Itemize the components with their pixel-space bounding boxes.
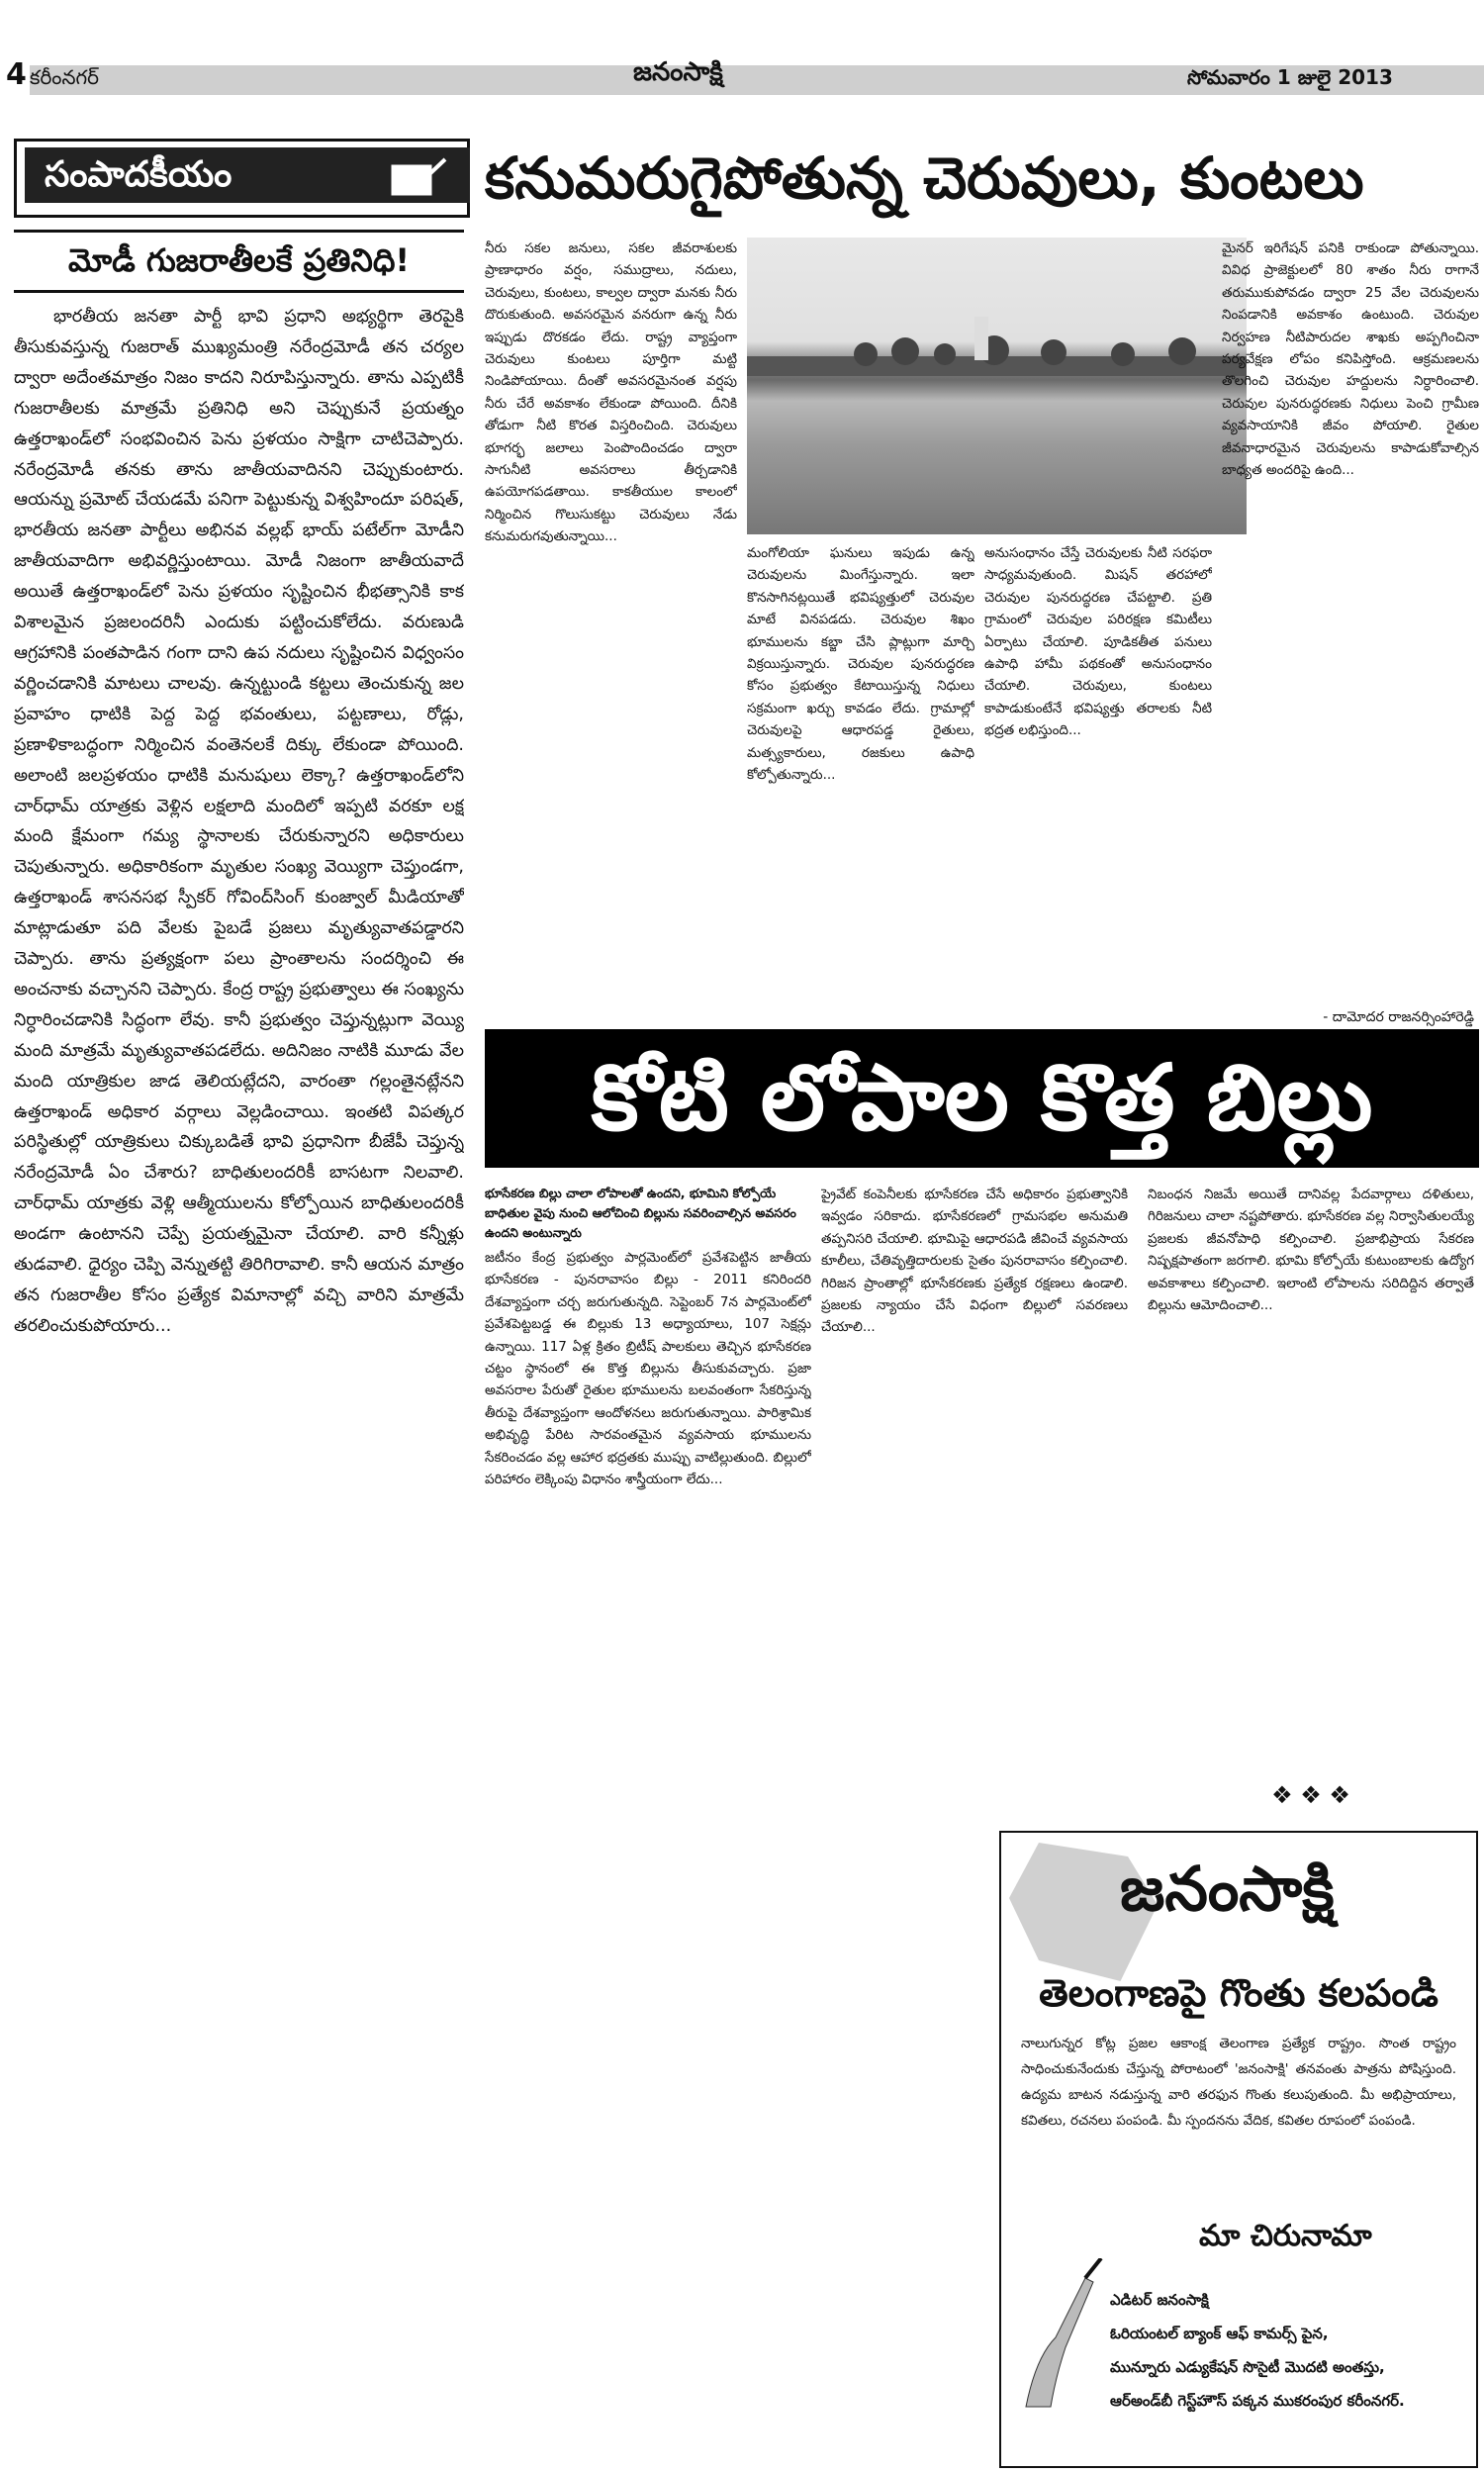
editorial-title-box bbox=[14, 230, 464, 293]
ad-brand: జనంసాక్షి bbox=[1120, 1853, 1335, 1925]
editorial-title: మోడీ గుజరాతీలకే ప్రతినిధి! bbox=[67, 241, 411, 279]
main-article-col2: మంగోలియా ఘనులు ఇపుడు ఉన్న చెరువులను మింగేస్తున్నారు. ఇలా కొనసాగినట్లయితే భవిష్యత్తులో చెరువుల మాటే వినపడదు. చెరువుల శిఖం భూములను కబ్జా చేసి ప్లాట్లుగా మార్చి విక్రయిస్తున్నారు. చెరువుల పునరుద్ధరణ కోసం ప్రభుత్వం కేటాయిస్తున్న నిధులు సక్రమంగా ఖర్చు కావడం లేదు. గ్రామాల్లో చెరువులపై ఆధారపడ్డ రైతులు, మత్స్యకారులు, రజకులు ఉపాధి కోల్పోతున్నారు... bbox=[747, 545, 974, 784]
address-line: మున్నూరు ఎడ్యుకేషన్‌ సొసైటీ మొదటి అంతస్తు, bbox=[1110, 2358, 1385, 2376]
masthead-brand: జనంసాక్షి bbox=[633, 57, 723, 87]
ad-body: నాలుగున్నర కోట్ల ప్రజల ఆకాంక్ష తెలంగాణ ప్రత్యేక రాష్ట్రం. సొంత రాష్ట్రం సాధించుకునేందుకు చేస్తున్న పోరాటంలో 'జనంసాక్షి' తనవంతు పాత్రను పోషిస్తుంది. ఉద్యమ బాటన నడుస్తున్న వారి తరఫున గొంతు కలుపుతుంది. మీ అభిప్రాయాలు, కవితలు, రచనలు పంపండి. మీ స్పందనను వేదిక, కవితల రూపంలో పంపండి. bbox=[1021, 2036, 1456, 2129]
tree-line-image bbox=[747, 238, 1247, 534]
main-headline: కనుమరుగైపోతున్న చెరువులు, కుంటలు bbox=[485, 144, 1364, 212]
janamsakshi-ad bbox=[999, 1831, 1478, 2468]
lake-photo bbox=[747, 238, 1247, 534]
bill-article-col3: నిబంధన నిజమే అయితే దానివల్ల పేదవార్గాలు దళితులు, గిరిజనులు చాలా నష్టపోతారు. భూసేకరణ వల్ల నిర్వాసితులయ్యే ప్రజలకు జీవనోపాధి కల్పించాలి. ప్రజాభిప్రాయ సేకరణ నిష్పక్షపాతంగా జరగాలి. భూమి కోల్పోయే కుటుంబాలకు ఉద్యోగ అవకాశాలు కల్పించాలి. ఇలాంటి లోపాలను సరిదిద్దిన తర్వాతే బిల్లును ఆమోదించాలి... bbox=[1148, 1187, 1474, 1314]
address-line: ఎడిటర్‌ జనంసాక్షి bbox=[1110, 2291, 1209, 2309]
page-number: 4 bbox=[6, 57, 27, 92]
address-heading: మా చిరునామా bbox=[1199, 2219, 1372, 2253]
main-article-col4: మైనర్‌ ఇరిగేషన్‌ పనికి రాకుండా పోతున్నాయి. వివిధ ప్రాజెక్టులలో 80 శాతం నీరు రాగానే తరుముకుపోవడం ద్వారా 25 వేల చెరువులను నింపడానికి అవకాశం ఉంటుంది. చెరువుల నిర్వహణ నీటిపారుదల శాఖకు అప్పగించినా పర్యవేక్షణ లోపం కనిపిస్తోంది. ఆక్రమణలను తొలగించి చెరువుల హద్దులను నిర్ధారించాలి. చెరువుల పునరుద్ధరణకు నిధులు పెంచి గ్రామీణ వ్యవసాయానికి జీవం పోయాలి. రైతుల జీవనాధారమైన చెరువులను కాపాడుకోవాల్సిన బాధ్యత అందరిపై ఉంది... bbox=[1222, 240, 1479, 479]
bill-headline-banner: కోటి లోపాల కొత్త బిల్లు bbox=[485, 1029, 1479, 1168]
editorial-label: సంపాదకీయం bbox=[25, 147, 470, 203]
hand-with-pen-icon bbox=[1016, 2258, 1105, 2417]
address-line: ఆర్‌అండ్‌బీ గెస్ట్‌హౌస్‌ పక్కన ముకరంపుర కరీంనగర్‌. bbox=[1110, 2392, 1405, 2410]
bill-lead: భూసేకరణ బిల్లు చాలా లోపాలతో ఉందని, భూమిని కోల్పోయే బాధితుల వైపు నుంచి ఆలోచించి బిల్లును సవరించాల్సిన అవసరం ఉందని అంటున్నారు bbox=[485, 1186, 796, 1240]
section-name: కరీంనగర్ bbox=[30, 65, 99, 89]
author-signature: - దామోదర రాజనర్సింహారెడ్డి bbox=[1323, 1009, 1474, 1025]
main-article-col1: నీరు సకల జనులు, సకల జీవరాశులకు ప్రాణాధారం వర్షం, సముద్రాలు, నదులు, చెరువులు, కుంటలు, కాల్వల ద్వారా మనకు నీరు దొరుకుతుంది. అవసరమైన వనరుగా ఉన్న నీరు ఇప్పుడు దొరకడం లేదు. రాష్ట్ర వ్యాప్తంగా చెరువులు కుంటలు పూర్తిగా మట్టి నిండిపోయాయి. దీంతో అవసరమైనంత వర్షపు నీరు చేరే అవకాశం లేకుండా పోయింది. దీనికి తోడుగా నీటి కొరత విస్తరించింది. చెరువులు భూగర్భ జలాలు పెంపొందించడం ద్వారా సాగునీటి అవసరాలు తీర్చడానికి ఉపయోగపడతాయి. కాకతీయుల కాలంలో నిర్మించిన గొలుసుకట్టు చెరువులు నేడు కనుమరుగవుతున్నాయి... bbox=[485, 240, 737, 545]
pen-icon bbox=[390, 155, 449, 201]
issue-date: సోమవారం 1 జులై 2013 bbox=[1187, 65, 1393, 89]
section-separator: ❖ ❖ ❖ bbox=[1271, 1781, 1350, 1809]
editorial-text: భారతీయ జనతా పార్టీ భావి ప్రధాని అభ్యర్థిగా తెరపైకి తీసుకువస్తున్న గుజరాత్‌ ముఖ్యమంత్రి నరేంద్రమోడీ తన చర్యల ద్వారా అదేంతమాత్రం నిజం కాదని నిరూపిస్తున్నారు. తాను ఎప్పటికీ గుజరాతీలకు మాత్రమే ప్రతినిధి అని చెప్పుకునే ప్రయత్నం ఉత్తరాఖండ్‌లో సంభవించిన పెను ప్రళయం సాక్షిగా చాటిచెప్పారు. నరేంద్రమోడీ తనకు తాను జాతీయవాదినని చెప్పుకుంటారు. ఆయన్ను ప్రమోట్‌ చేయడమే పనిగా పెట్టుకున్న విశ్వహిందూ పరిషత్‌, భారతీయ జనతా పార్టీలు అభినవ వల్లభ్‌ భాయ్‌ పటేల్‌గా మోడీని జాతీయవాదిగా అభివర్ణిస్తుంటాయి. మోడీ నిజంగా జాతీయవాదే అయితే ఉత్తరాఖండ్‌లో పెను ప్రళయం సృష్టించిన భీభత్సానికి కాక విశాలమైన ప్రజలందరినీ ఎందుకు పట్టించుకోలేదు. వరుణుడి ఆగ్రహానికి పంతపాడిన గంగా దాని ఉప నదులు సృష్టించిన విధ్వంసం వర్ణించడానికి మాటలు చాలవు. ఉన్నట్టుండి కట్టలు తెంచుకున్న జల ప్రవాహం ధాటికి పెద్ద పెద్ద భవంతులు, పట్టణాలు, రోడ్లు, ప్రణాళికాబద్ధంగా నిర్మించిన వంతెనలకే దిక్కు లేకుండా పోయింది. అలాంటి జలప్రళయం ధాటికి మనుషులు లెక్కా? ఉత్తరాఖండ్‌లోని చార్‌ధామ్‌ యాత్రకు వెళ్లిన లక్షలాది మందిలో ఇప్పటి వరకూ లక్ష మంది క్షేమంగా గమ్య స్థానాలకు చేరుకున్నారని అధికారులు చెపుతున్నారు. అధికారికంగా మృతుల సంఖ్య వెయ్యిగా చెప్తుండగా, ఉత్తరాఖండ్‌ శాసనసభ స్పీకర్‌ గోవింద్‌సింగ్‌ కుంజ్వాల్‌ మీడియాతో మాట్లాడుతూ పది వేలకు పైబడే ప్రజలు మృత్యువాతపడ్డారని చెప్పారు. తాను ప్రత్యక్షంగా పలు ప్రాంతాలను సందర్శించి ఈ అంచనాకు వచ్చానని చెప్పారు. కేంద్ర రాష్ట్ర ప్రభుత్వాలు ఈ సంఖ్యను నిర్ధారించడానికి సిద్ధంగా లేవు. కానీ ప్రభుత్వం చెప్తున్నట్లుగా వెయ్యి మంది మాత్రమే మృత్యువాతపడలేదు. అదినిజం నాటికి మూడు వేల మంది యాత్రికుల జాడ తెలియట్లేదని, వారంతా గల్లంతైనట్లేనని ఉత్తరాఖండ్‌ అధికార వర్గాలు వెల్లడించాయి. ఇంతటి విపత్కర పరిస్థితుల్లో యాత్రికులు చిక్కుబడితే భావి ప్రధానిగా బీజేపీ చెప్తున్న నరేంద్రమోడీ ఏం చేశారు? బాధితులందరికీ బాసటగా నిలవాలి. చార్‌ధామ్‌ యాత్రకు వెళ్లి ఆత్మీయులను కోల్పోయిన బాధితులందరికీ అండగా ఉంటానని చెప్పే ప్రయత్నమైనా చేయాలి. వారి కన్నీళ్లు తుడవాలి. ధైర్యం చెప్పి వెన్నుతట్టి తిరిగిరావాలి. కానీ ఆయన మాత్రం తన గుజరాతీల కోసం ప్రత్యేక విమానాల్లో వచ్చి వారిని మాత్రమే తరలించుకుపోయారు... bbox=[14, 307, 464, 1336]
main-article-col3: అనుసంధానం చేస్తే చెరువులకు నీటి సరఫరా సాధ్యమవుతుంది. మిషన్‌ తరహాలో చెరువుల పునరుద్ధరణ చేపట్టాలి. ప్రతి గ్రామంలో చెరువుల పరిరక్షణ కమిటీలు ఏర్పాటు చేయాలి. పూడికతీత పనులు ఉపాధి హామీ పథకంతో అనుసంధానం చేయాలి. చెరువులు, కుంటలు కాపాడుకుంటేనే భవిష్యత్తు తరాలకు నీటి భద్రత లభిస్తుంది... bbox=[984, 545, 1212, 739]
editorial-label-box bbox=[14, 139, 470, 218]
address-block bbox=[1110, 2283, 1466, 2418]
bill-article-col2: ప్రైవేట్‌ కంపెనీలకు భూసేకరణ చేసే అధికారం ప్రభుత్వానికి ఇవ్వడం సరికాదు. భూసేకరణలో గ్రామసభల అనుమతి తప్పనిసరి చేయాలి. భూమిపై ఆధారపడి జీవించే వ్యవసాయ కూలీలు, చేతివృత్తిదారులకు సైతం పునరావాసం కల్పించాలి. గిరిజన ప్రాంతాల్లో భూసేకరణకు ప్రత్యేక రక్షణలు ఉండాలి. ప్రజలకు న్యాయం చేసే విధంగా బిల్లులో సవరణలు చేయాలి... bbox=[821, 1187, 1128, 1336]
bill-article-col1: జటీనం కేంద్ర ప్రభుత్వం పార్లమెంట్‌లో ప్రవేశపెట్టిన జాతీయ భూసేకరణ - పునరావాసం బిల్లు - 2011 కనిరిందరి దేశవ్యాప్తంగా చర్చ జరుగుతున్నది. సెప్టెంబర్‌ 7న పార్లమెంట్‌లో ప్రవేశపెట్టబడ్డ ఈ బిల్లుకు 13 అధ్యాయాలు, 107 సెక్షన్లు ఉన్నాయి. 117 ఏళ్ల క్రితం బ్రిటీష్‌ పాలకులు తెచ్చిన భూసేకరణ చట్టం స్థానంలో ఈ కొత్త బిల్లును తీసుకువచ్చారు. ప్రజా అవసరాల పేరుతో రైతుల భూములను బలవంతంగా సేకరిస్తున్న తీరుపై దేశవ్యాప్తంగా ఆందోళనలు జరుగుతున్నాయి. పారిశ్రామిక అభివృద్ధి పేరిట సారవంతమైన వ్యవసాయ భూములను సేకరించడం వల్ల ఆహార భద్రతకు ముప్పు వాటిల్లుతుంది. బిల్లులో పరిహారం లెక్కింపు విధానం శాస్త్రీయంగా లేదు... bbox=[485, 1250, 811, 1488]
ad-tagline: తెలంగాణపై గొంతు కలపండి bbox=[1039, 1971, 1438, 2015]
address-line: ఓరియంటల్‌ బ్యాంక్‌ ఆఫ్‌ కామర్స్‌ పైన, bbox=[1110, 2325, 1329, 2342]
